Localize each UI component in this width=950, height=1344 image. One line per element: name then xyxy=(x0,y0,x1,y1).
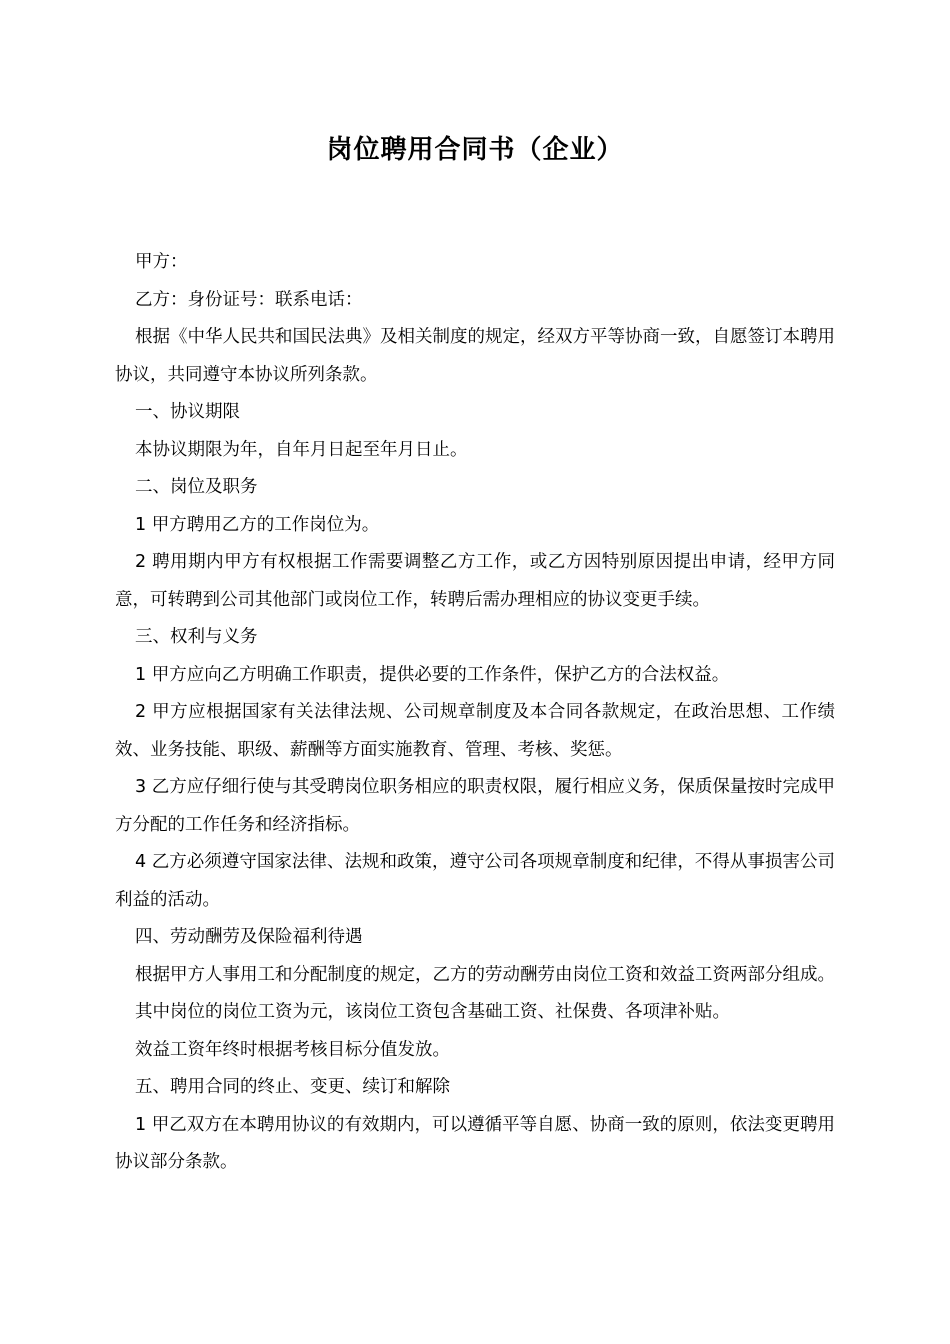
paragraph-position-1: 1 甲方聘用乙方的工作岗位为。 xyxy=(135,514,380,535)
paragraph-rights-2: 2 甲方应根据国家有关法律法规、公司规章制度及本合同各款规定，在政治思想、工作绩效、业务技能、职级、薪酬等方面实施教育、管理、考核、奖惩。 xyxy=(115,702,835,760)
paragraph-rights-3: 3 乙方应仔细行使与其受聘岗位职务相应的职责权限，履行相应义务，保质保量按时完成甲方分配的工作任务和经济指标。 xyxy=(115,777,835,835)
section-heading-termination: 五、聘用合同的终止、变更、续订和解除 xyxy=(135,1077,450,1097)
paragraph-term: 本协议期限为年，自年月日起至年月日止。 xyxy=(135,439,468,460)
section-heading-position: 二、岗位及职务 xyxy=(135,477,258,497)
section-heading-term: 一、协议期限 xyxy=(135,402,240,422)
paragraph-compensation-2: 其中岗位的岗位工资为元，该岗位工资包含基础工资、社保费、各项津补贴。 xyxy=(135,1002,730,1022)
section-heading-rights: 三、权利与义务 xyxy=(135,627,258,647)
paragraph-rights-4: 4 乙方必须遵守国家法律、法规和政策，遵守公司各项规章制度和纪律，不得从事损害公司利益的活动。 xyxy=(115,852,835,910)
paragraph-compensation-3: 效益工资年终时根据考核目标分值发放。 xyxy=(135,1039,450,1060)
paragraph-party-a: 甲方： xyxy=(135,252,188,272)
paragraph-rights-1: 1 甲方应向乙方明确工作职责，提供必要的工作条件，保护乙方的合法权益。 xyxy=(135,664,730,685)
section-heading-compensation: 四、劳动酬劳及保险福利待遇 xyxy=(135,927,363,947)
document-title: 岗位聘用合同书（企业） xyxy=(326,135,624,165)
paragraph-preamble: 根据《中华人民共和国民法典》及相关制度的规定，经双方平等协商一致，自愿签订本聘用协议，共同遵守本协议所列条款。 xyxy=(115,327,835,385)
paragraph-compensation-1: 根据甲方人事用工和分配制度的规定，乙方的劳动酬劳由岗位工资和效益工资两部分组成。 xyxy=(135,964,835,985)
paragraph-position-2: 2 聘用期内甲方有权根据工作需要调整乙方工作，或乙方因特别原因提出申请，经甲方同意，可转聘到公司其他部门或岗位工作，转聘后需办理相应的协议变更手续。 xyxy=(115,552,835,610)
paragraph-party-b: 乙方：身份证号：联系电话： xyxy=(135,289,363,310)
document-body xyxy=(115,244,835,1182)
paragraph-termination-1: 1 甲乙双方在本聘用协议的有效期内，可以遵循平等自愿、协商一致的原则，依法变更聘用协议部分条款。 xyxy=(115,1114,835,1172)
